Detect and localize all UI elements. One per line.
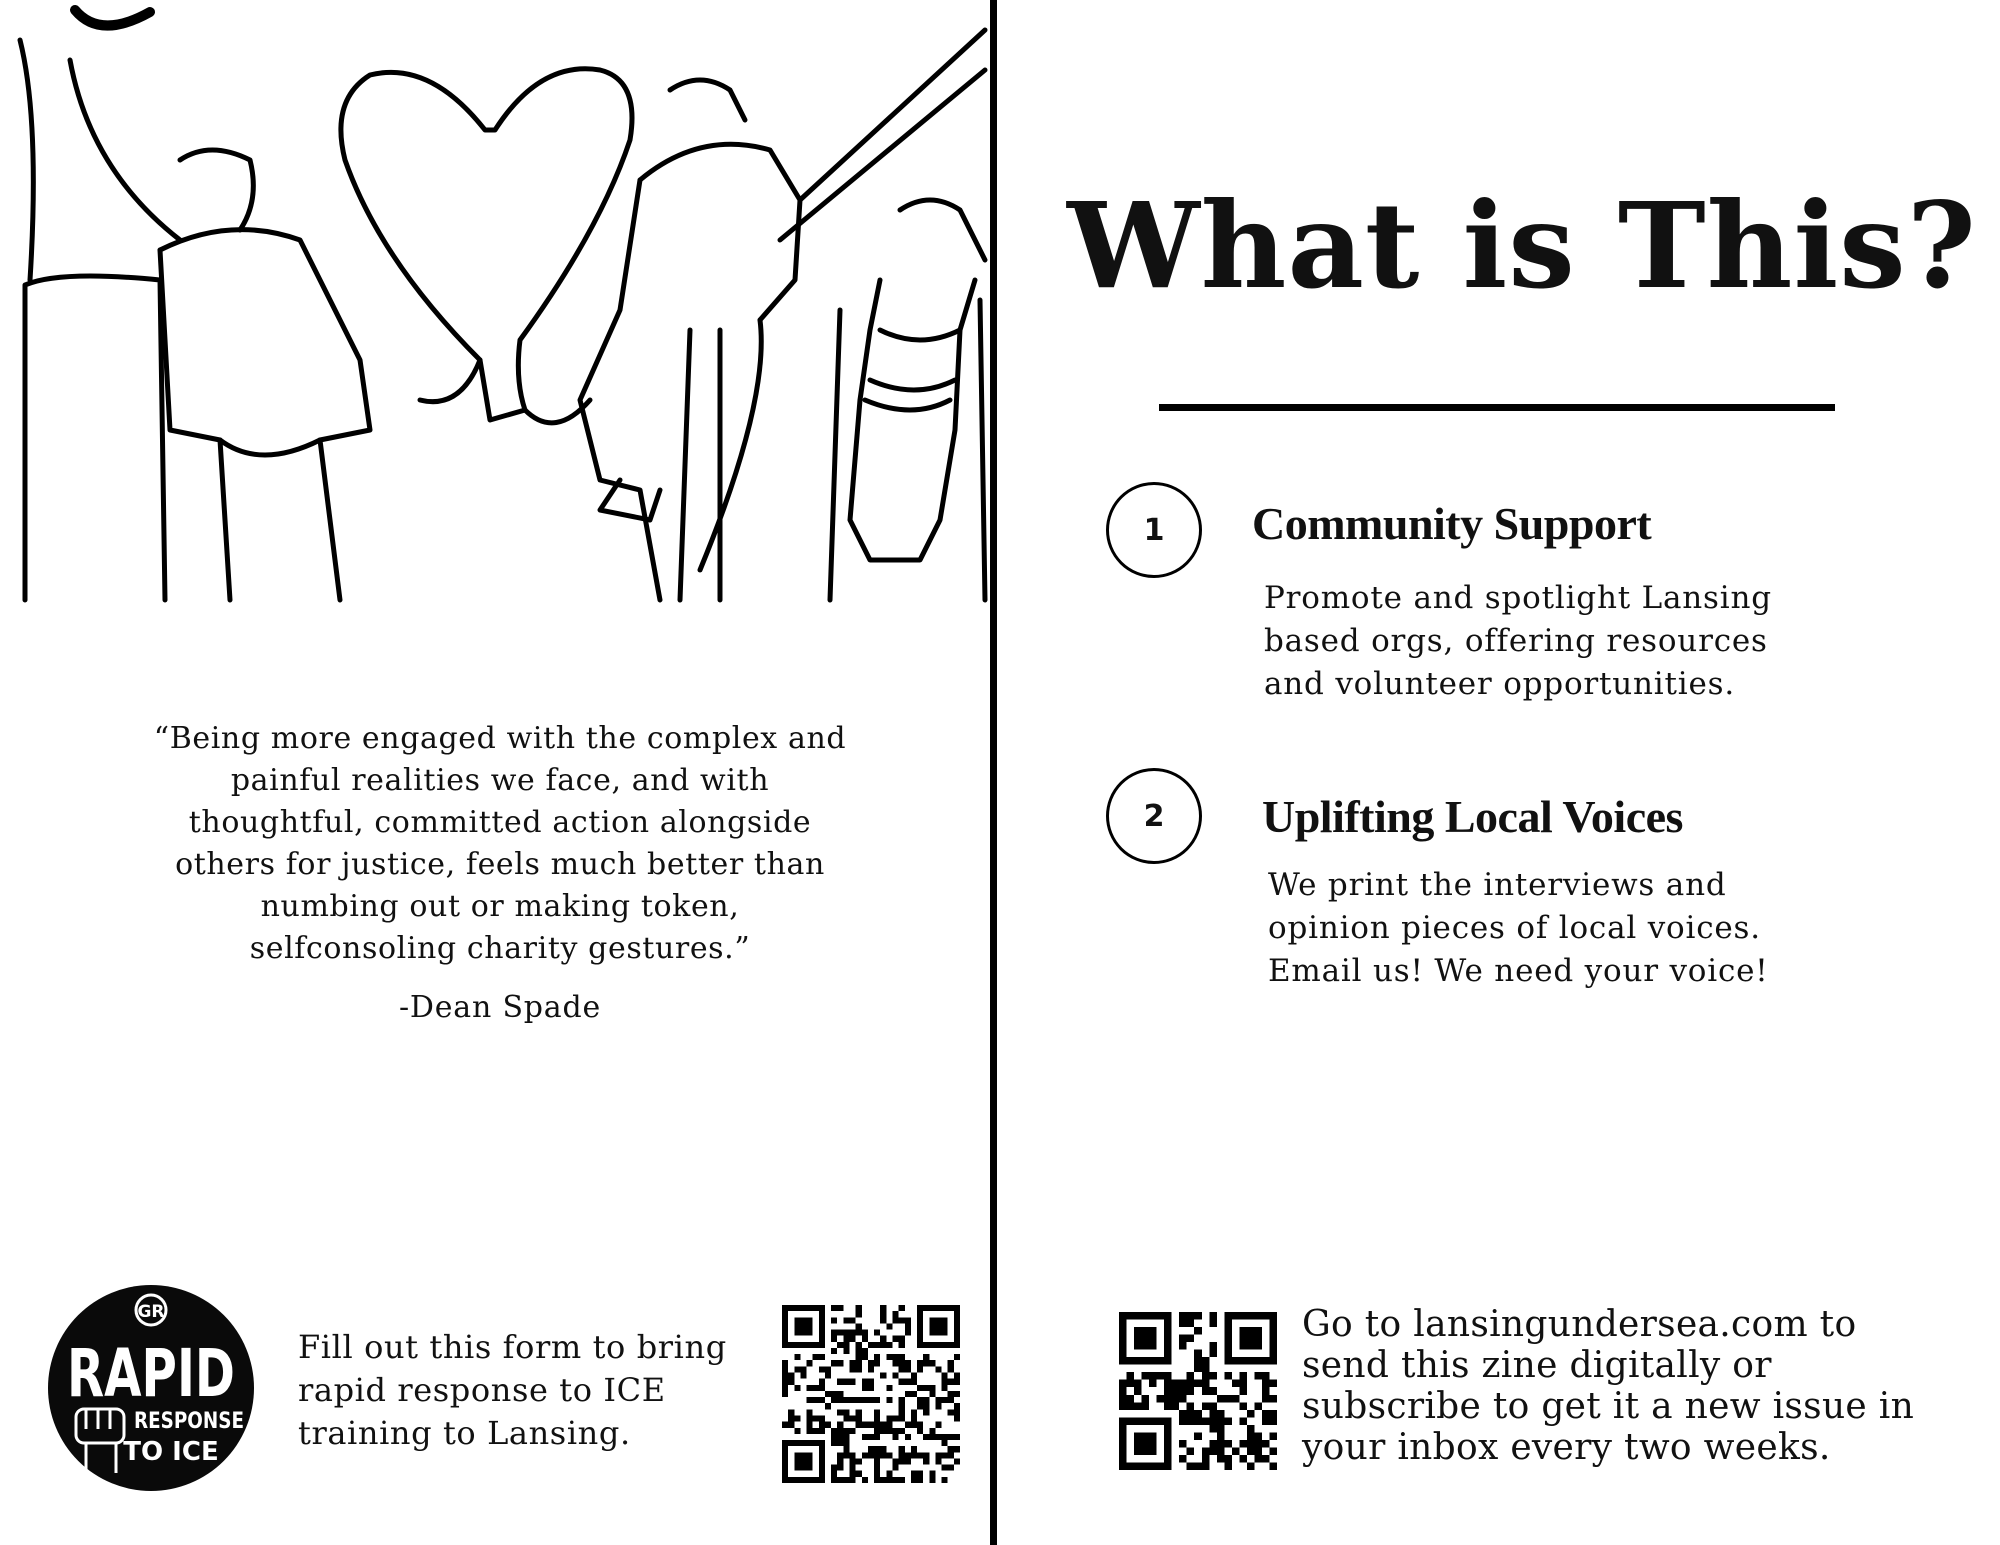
form-invite-text [298,1326,778,1455]
left-panel [0,0,990,1545]
item-description-community-support [1264,577,1864,706]
quote-text [120,718,880,970]
quote-attribution: -Dean Spade [398,990,602,1025]
quote-line: selfconsoling charity gestures.” [249,931,751,966]
description-line: We print the interviews and [1268,867,1727,903]
item-title-uplifting-local-voices: Uplifting Local Voices [1262,791,1683,842]
logo-to-ice-text: TO ICE [123,1437,219,1467]
quote-line: numbing out or making token, [260,889,740,924]
heart-hands-illustration [0,0,985,610]
logo-response-text: RESPONSE [134,1409,244,1434]
form-qr-code[interactable] [782,1305,960,1483]
description-line: Email us! We need your voice! [1268,953,1769,989]
form-invite-line: training to Lansing. [298,1414,631,1452]
website-info-line: subscribe to get it a new issue in [1302,1386,1915,1427]
quote-line: others for justice, feels much better than [175,847,825,882]
item-number-1: 1 [1106,482,1202,578]
website-info-line: your inbox every two weeks. [1302,1427,1831,1468]
right-panel [1002,0,2000,1545]
item-description-uplifting-local-voices [1268,864,1868,993]
item-number-2: 2 [1106,768,1202,864]
website-info-text [1302,1304,1992,1468]
website-info-line: Go to lansingundersea.com to [1302,1304,1857,1345]
quote-line: painful realities we face, and with [230,763,770,798]
description-line: based orgs, offering resources [1264,623,1768,659]
description-line: Promote and spotlight Lansing [1264,580,1772,616]
description-line: and volunteer opportunities. [1264,666,1736,702]
form-invite-line: rapid response to ICE [298,1371,666,1409]
rapid-response-logo [46,1283,256,1493]
page-divider [990,0,997,1545]
logo-gr-text: GR [137,1302,165,1322]
logo-rapid-text: RAPID [67,1335,235,1412]
title-underline [1159,404,1835,411]
website-info-line: send this zine digitally or [1302,1345,1772,1386]
form-invite-line: Fill out this form to bring [298,1328,727,1366]
quote-line: “Being more engaged with the complex and [153,721,847,756]
website-qr-code[interactable] [1119,1312,1277,1470]
description-line: opinion pieces of local voices. [1268,910,1761,946]
item-title-community-support: Community Support [1252,498,1652,549]
quote-line: thoughtful, committed action alongside [188,805,812,840]
page-title: What is This? [1067,176,1977,315]
